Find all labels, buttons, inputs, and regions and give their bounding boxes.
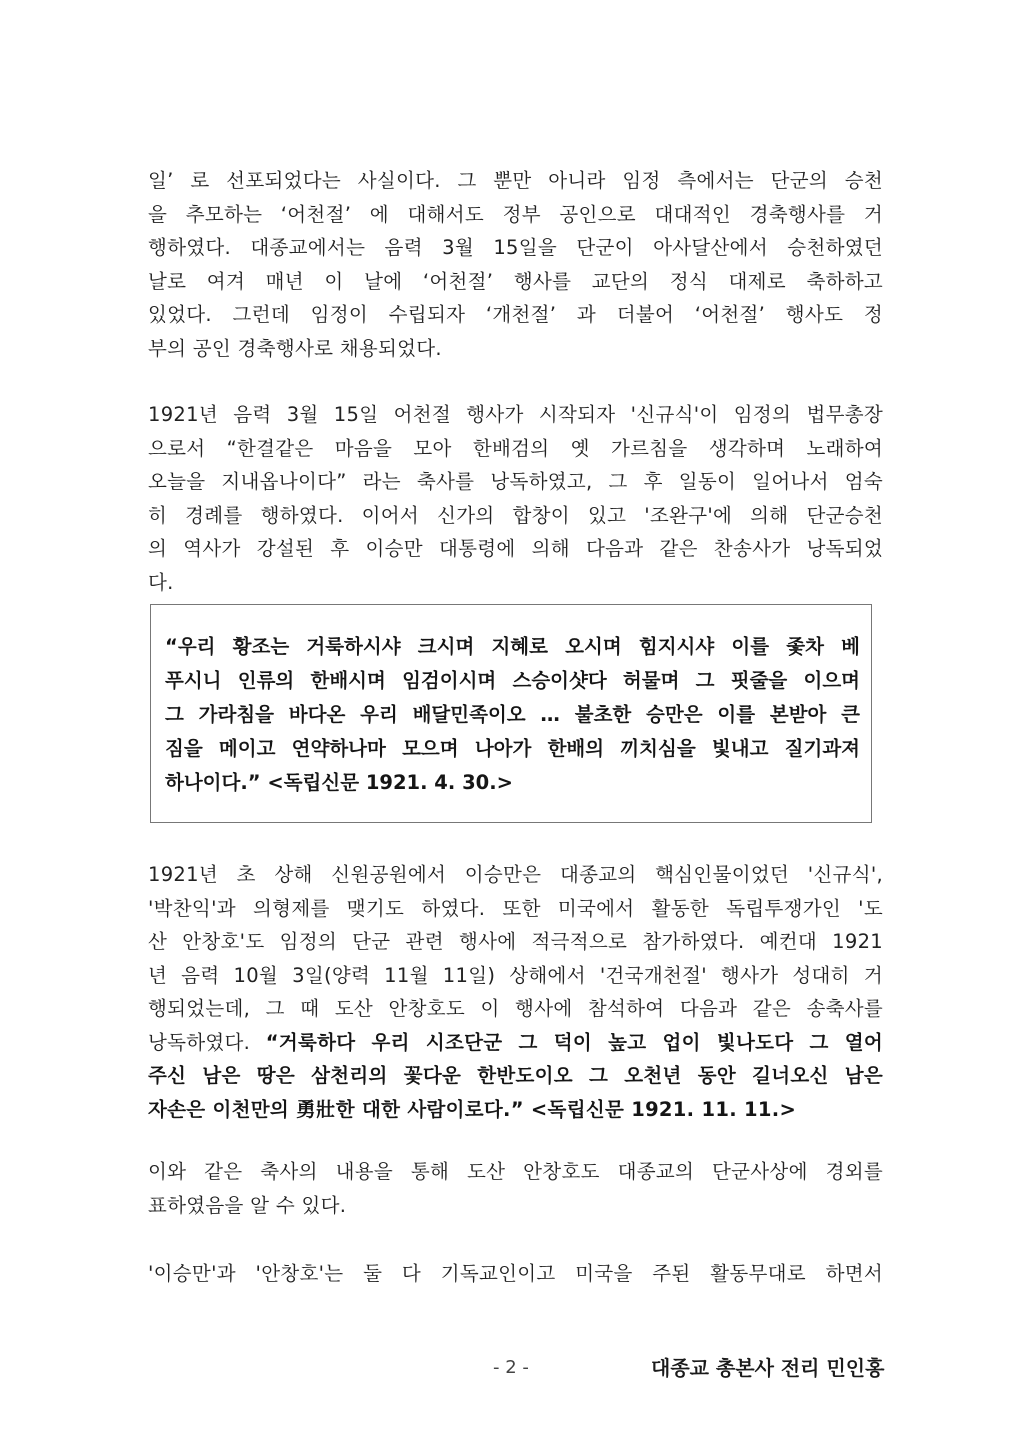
quote-line: 짐을 메이고 연약하나마 모으며 나아가 한배의 끼치심을 빛내고 질기과져 — [165, 737, 860, 760]
quoted-text: 자손은 이천만의 勇壯한 대한 사람이로다.” <독립신문 1921. 11. 11.> — [148, 1097, 797, 1121]
quoted-text: “거룩하다 우리 시조단군 그 덕이 높고 업이 빛나도다 그 열어 — [265, 1030, 883, 1054]
quoted-text: 주신 남은 땅은 삼천리의 꽃다운 한반도이오 그 오천년 동안 길너오신 남은 — [148, 1064, 883, 1087]
text-line: 부의 공인 경축행사로 채용되었다. — [148, 336, 442, 360]
paragraph-3 — [148, 858, 883, 1126]
paragraph-4 — [148, 1155, 883, 1222]
text-line: 1921년 초 상해 신원공원에서 이승만은 대종교의 핵심인물이었던 '신규식', — [148, 863, 883, 886]
paragraph-5 — [148, 1257, 883, 1291]
text-line: 으로서 “한결같은 마음을 모아 한배검의 옛 가르침을 생각하며 노래하여 — [148, 436, 883, 460]
text-line: 행되었는데, 그 때 도산 안창호도 이 행사에 참석하여 다음과 같은 송축사를 — [148, 997, 883, 1020]
text-line: 년 음력 10월 3일(양력 11월 11일) 상해에서 '건국개천절' 행사가 성대히 거 — [148, 963, 883, 987]
text-line: '박찬익'과 의형제를 맺기도 하였다. 또한 미국에서 활동한 독립투쟁가인 '도 — [148, 896, 883, 920]
paragraph-2 — [148, 398, 883, 599]
footer-author: 대종교 총본사 전리 민인홍 — [651, 1356, 885, 1380]
quote-line: “우리 황조는 거룩하시샤 크시며 지혜로 오시며 힘지시샤 이를 좇차 베 — [165, 635, 860, 658]
text-line: 일’ 로 선포되었다는 사실이다. 그 뿐만 아니라 임정 측에서는 단군의 승천 — [148, 169, 883, 192]
quote-line: 하나이다.” <독립신문 1921. 4. 30.> — [165, 771, 513, 794]
text-line: 1921년 음력 3월 15일 어천절 행사가 시작되자 '신규식'이 임정의 법무총장 — [148, 403, 883, 426]
paragraph-1 — [148, 164, 883, 365]
text-line: 오늘을 지내옵나이다” 라는 축사를 낭독하였고, 그 후 일동이 일어나서 엄숙 — [148, 470, 883, 493]
text-segment: 낭독하였다. — [148, 1030, 266, 1054]
text-line: 있었다. 그런데 임정이 수립되자 ‘개천절’ 과 더불어 ‘어천절’ 행사도 정 — [148, 303, 883, 326]
text-line: 표하였음을 알 수 있다. — [148, 1193, 347, 1217]
page-number: - 2 - — [493, 1357, 529, 1378]
quote-line: 그 가라침을 바다온 우리 배달민족이오 … 불초한 승만은 이를 본받아 큰 — [165, 703, 860, 726]
text-line: 을 추모하는 ‘어천절’ 에 대해서도 정부 공인으로 대대적인 경축행사를 거 — [148, 202, 883, 226]
text-line: 다. — [148, 570, 174, 594]
text-line: 날로 여겨 매년 이 날에 ‘어천절’ 행사를 교단의 정식 대제로 축하하고 — [148, 269, 883, 293]
text-line: 이와 같은 축사의 내용을 통해 도산 안창호도 대종교의 단군사상에 경외를 — [148, 1160, 883, 1183]
text-line: 행하였다. 대종교에서는 음력 3월 15일을 단군이 아사달산에서 승천하였던 — [148, 236, 883, 259]
text-line: 의 역사가 강설된 후 이승만 대통령에 의해 다음과 같은 찬송사가 낭독되었 — [148, 537, 883, 560]
text-line: '이승만'과 '안창호'는 둘 다 기독교인이고 미국을 주된 활동무대로 하면서 — [148, 1262, 883, 1285]
quote-text — [165, 630, 860, 800]
text-line: 히 경례를 행하였다. 이어서 신가의 합창이 있고 '조완구'에 의해 단군승천 — [148, 503, 883, 527]
text-line-mixed — [148, 1026, 883, 1060]
quote-line: 푸시니 인류의 한배시며 임검이시며 스승이샷다 허물며 그 핏줄을 이으며 — [165, 669, 860, 692]
text-line: 산 안창호'도 임정의 단군 관련 행사에 적극적으로 참가하였다. 예컨대 1921 — [148, 930, 883, 953]
